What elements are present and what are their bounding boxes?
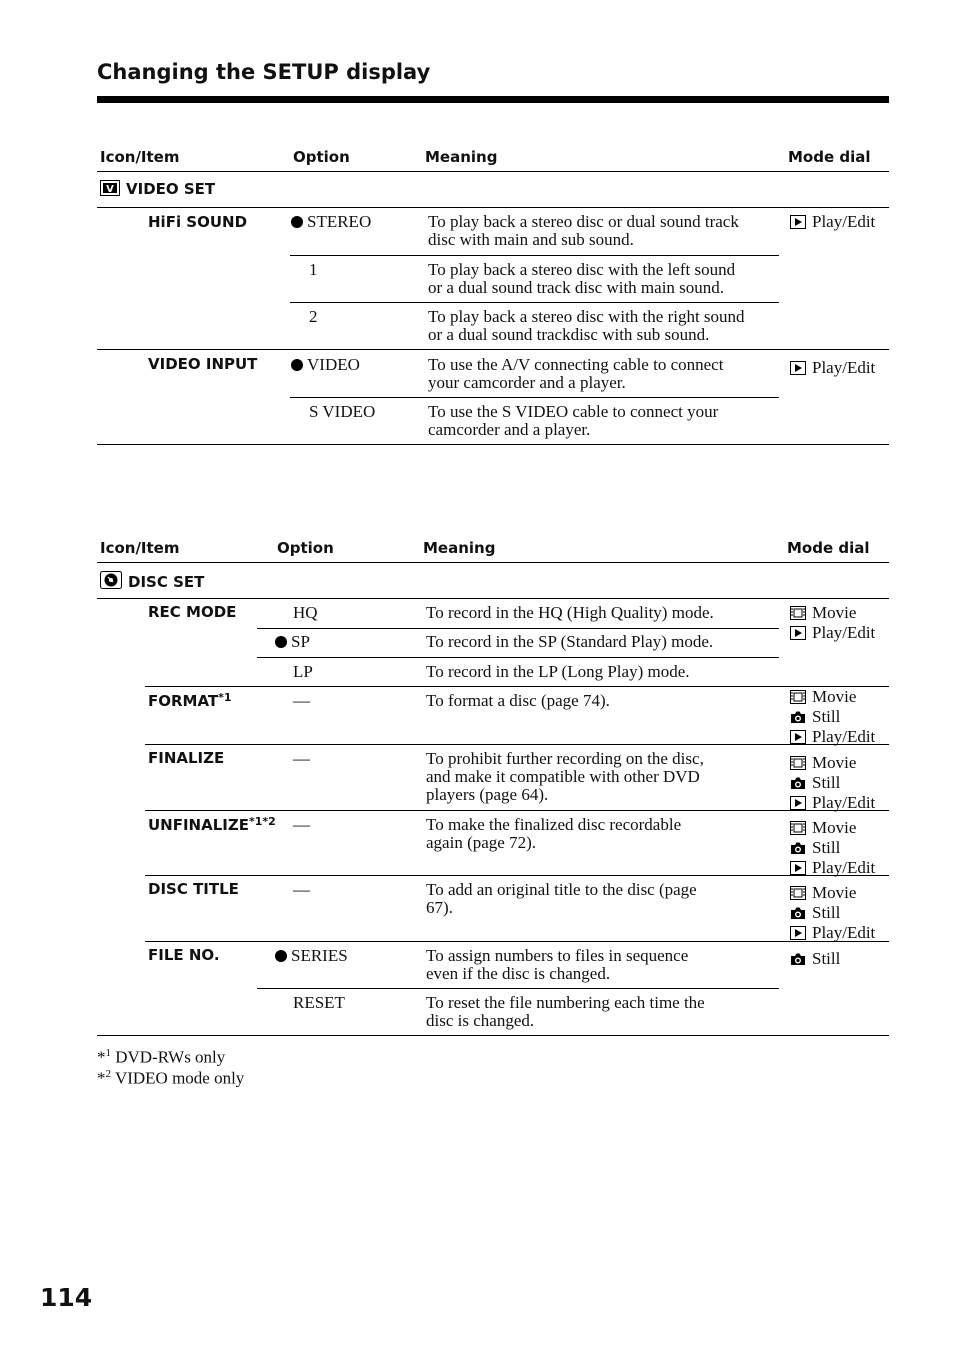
footnote-mark: * — [97, 1047, 106, 1067]
meaning-line: or a dual sound trackdisc with sub sound. — [428, 325, 710, 344]
title-rule — [97, 96, 889, 103]
hifi-mode — [790, 213, 875, 233]
item-name: FORMAT — [148, 692, 219, 710]
header-mode: Mode dial — [787, 539, 870, 557]
page-number: 114 — [40, 1283, 93, 1312]
header-rule — [97, 171, 889, 172]
mode-label: Play/Edit — [812, 727, 876, 746]
footnote-num: 1 — [105, 1047, 111, 1059]
movie-icon — [790, 690, 806, 708]
header-rule — [97, 562, 889, 563]
meaning-line: To prohibit further recording on the disc, — [426, 749, 704, 768]
row-rule — [290, 302, 779, 303]
disc-title-label: DISC TITLE — [148, 880, 239, 898]
meaning-format: To format a disc (page 74). — [426, 691, 610, 710]
option-sp — [275, 633, 310, 651]
movie-icon — [790, 606, 806, 624]
mode-label: Movie — [812, 687, 857, 706]
option-series — [275, 947, 348, 965]
video-input-label: VIDEO INPUT — [148, 355, 258, 373]
meaning-line: To make the finalized disc recordable — [426, 815, 682, 834]
item-name: UNFINALIZE — [148, 816, 249, 834]
finalize-mode-dial — [790, 754, 875, 814]
format-mode-dial — [790, 688, 875, 748]
meaning-line: disc is changed. — [426, 1011, 535, 1030]
option-stereo — [291, 213, 371, 231]
meaning-line: To play back a stereo disc with the left sound — [428, 260, 736, 279]
disc-set-heading — [100, 571, 204, 593]
camera-icon — [790, 776, 806, 794]
mode-label: Play/Edit — [812, 923, 876, 942]
meaning-hq: To record in the HQ (High Quality) mode. — [426, 603, 714, 622]
footnote-1 — [97, 1047, 225, 1068]
table-bottom-rule — [97, 444, 889, 445]
header-item: Icon/Item — [100, 539, 180, 557]
play-edit-icon — [790, 796, 806, 814]
meaning-line: your camcorder and a player. — [428, 373, 626, 392]
mode-label: Movie — [812, 818, 857, 837]
meaning-stereo — [428, 213, 739, 249]
option-name: VIDEO — [307, 355, 360, 374]
meaning-finalize — [426, 750, 704, 804]
option-name: STEREO — [307, 212, 372, 231]
svg-text:V: V — [106, 184, 114, 195]
row-rule — [290, 397, 779, 398]
row-rule — [145, 744, 889, 745]
camera-icon — [790, 906, 806, 924]
page-title: Changing the SETUP display — [97, 60, 431, 84]
meaning-disc-title — [426, 881, 697, 917]
footnote-ref: *1*2 — [249, 815, 276, 828]
hifi-sound-label: HiFi SOUND — [148, 213, 248, 231]
play-edit-icon — [790, 861, 806, 879]
meaning-line: To add an original title to the disc (page — [426, 880, 697, 899]
mode-label: Still — [812, 838, 841, 857]
default-marker-icon — [275, 636, 287, 648]
option-dash: — — [293, 749, 310, 768]
option-dash: — — [293, 815, 310, 834]
row-rule — [97, 207, 889, 208]
option-lp: LP — [293, 662, 313, 681]
default-marker-icon — [275, 950, 287, 962]
mode-label: Movie — [812, 753, 857, 772]
camera-icon — [790, 841, 806, 859]
row-rule — [97, 598, 889, 599]
row-rule — [257, 988, 779, 989]
meaning-line: again (page 72). — [426, 833, 536, 852]
option-dash: — — [293, 691, 310, 710]
disc-set-label: DISC SET — [128, 573, 205, 591]
camera-icon — [790, 952, 806, 970]
footnote-num: 2 — [105, 1068, 111, 1080]
play-edit-icon — [790, 361, 806, 379]
row-rule — [97, 349, 889, 350]
format-label — [148, 691, 232, 710]
meaning-video — [428, 356, 723, 392]
play-edit-icon — [790, 215, 806, 233]
meaning-unfinalize — [426, 816, 681, 852]
option-reset: RESET — [293, 993, 345, 1012]
row-rule — [145, 875, 889, 876]
meaning-line: To use the A/V connecting cable to connect — [428, 355, 724, 374]
option-s-video: S VIDEO — [309, 402, 376, 421]
disc-title-mode-dial — [790, 884, 875, 944]
file-no-mode-dial — [790, 950, 840, 970]
video-set-heading — [100, 180, 215, 200]
mode-label: Play/Edit — [812, 212, 876, 231]
meaning-line: or a dual sound track disc with main sound. — [428, 278, 725, 297]
option-name: SERIES — [291, 946, 348, 965]
camera-icon — [790, 710, 806, 728]
rec-mode-label: REC MODE — [148, 603, 237, 621]
option-dash: — — [293, 880, 310, 899]
meaning-line: and make it compatible with other DVD — [426, 767, 700, 786]
row-rule — [145, 941, 889, 942]
option-name: SP — [291, 632, 310, 651]
meaning-line: To reset the file numbering each time the — [426, 993, 705, 1012]
unfinalize-mode-dial — [790, 819, 875, 879]
disc-set-icon — [100, 571, 122, 593]
meaning-1 — [428, 261, 735, 297]
movie-icon — [790, 756, 806, 774]
meaning-line: To play back a stereo disc or dual sound track — [428, 212, 739, 231]
meaning-2 — [428, 308, 745, 344]
meaning-line: disc with main and sub sound. — [428, 230, 634, 249]
mode-label: Play/Edit — [812, 793, 876, 812]
row-rule — [290, 255, 779, 256]
meaning-sp: To record in the SP (Standard Play) mode. — [426, 632, 714, 651]
option-2: 2 — [309, 307, 318, 326]
finalize-label: FINALIZE — [148, 749, 225, 767]
meaning-reset — [426, 994, 705, 1030]
default-marker-icon — [291, 216, 303, 228]
movie-icon — [790, 821, 806, 839]
meaning-line: 67). — [426, 898, 453, 917]
header-item: Icon/Item — [100, 148, 180, 166]
play-edit-icon — [790, 626, 806, 644]
meaning-line: camcorder and a player. — [428, 420, 591, 439]
meaning-lp: To record in the LP (Long Play) mode. — [426, 662, 690, 681]
footnote-mark: * — [97, 1068, 106, 1088]
meaning-s-video — [428, 403, 718, 439]
mode-label: Still — [812, 903, 841, 922]
rec-mode-dial — [790, 604, 875, 644]
mode-label: Still — [812, 773, 841, 792]
header-option: Option — [293, 148, 350, 166]
table-bottom-rule — [97, 1035, 889, 1036]
meaning-series — [426, 947, 688, 983]
video-input-mode — [790, 359, 875, 379]
row-rule — [257, 628, 779, 629]
play-edit-icon — [790, 730, 806, 748]
mode-label: Still — [812, 949, 841, 968]
header-meaning: Meaning — [423, 539, 496, 557]
meaning-line: To use the S VIDEO cable to connect your — [428, 402, 719, 421]
meaning-line: players (page 64). — [426, 785, 549, 804]
header-mode: Mode dial — [788, 148, 871, 166]
video-set-label: VIDEO SET — [126, 180, 216, 198]
row-rule — [145, 686, 889, 687]
mode-label: Movie — [812, 603, 857, 622]
option-video — [291, 356, 360, 374]
option-1: 1 — [309, 260, 318, 279]
row-rule — [145, 810, 889, 811]
video-set-icon — [100, 180, 120, 200]
header-option: Option — [277, 539, 334, 557]
footnote-2 — [97, 1068, 244, 1089]
row-rule — [257, 657, 779, 658]
meaning-line: To assign numbers to files in sequence — [426, 946, 689, 965]
meaning-line: To play back a stereo disc with the right sound — [428, 307, 745, 326]
option-hq: HQ — [293, 603, 318, 622]
file-no-label: FILE NO. — [148, 946, 220, 964]
mode-label: Movie — [812, 883, 857, 902]
mode-label: Still — [812, 707, 841, 726]
footnote-text: VIDEO mode only — [111, 1068, 245, 1088]
default-marker-icon — [291, 359, 303, 371]
mode-label: Play/Edit — [812, 623, 876, 642]
header-meaning: Meaning — [425, 148, 498, 166]
mode-label: Play/Edit — [812, 358, 876, 377]
meaning-line: even if the disc is changed. — [426, 964, 611, 983]
footnote-text: DVD-RWs only — [111, 1047, 226, 1067]
footnote-ref: *1 — [218, 691, 232, 704]
movie-icon — [790, 886, 806, 904]
mode-label: Play/Edit — [812, 858, 876, 877]
unfinalize-label — [148, 815, 276, 834]
